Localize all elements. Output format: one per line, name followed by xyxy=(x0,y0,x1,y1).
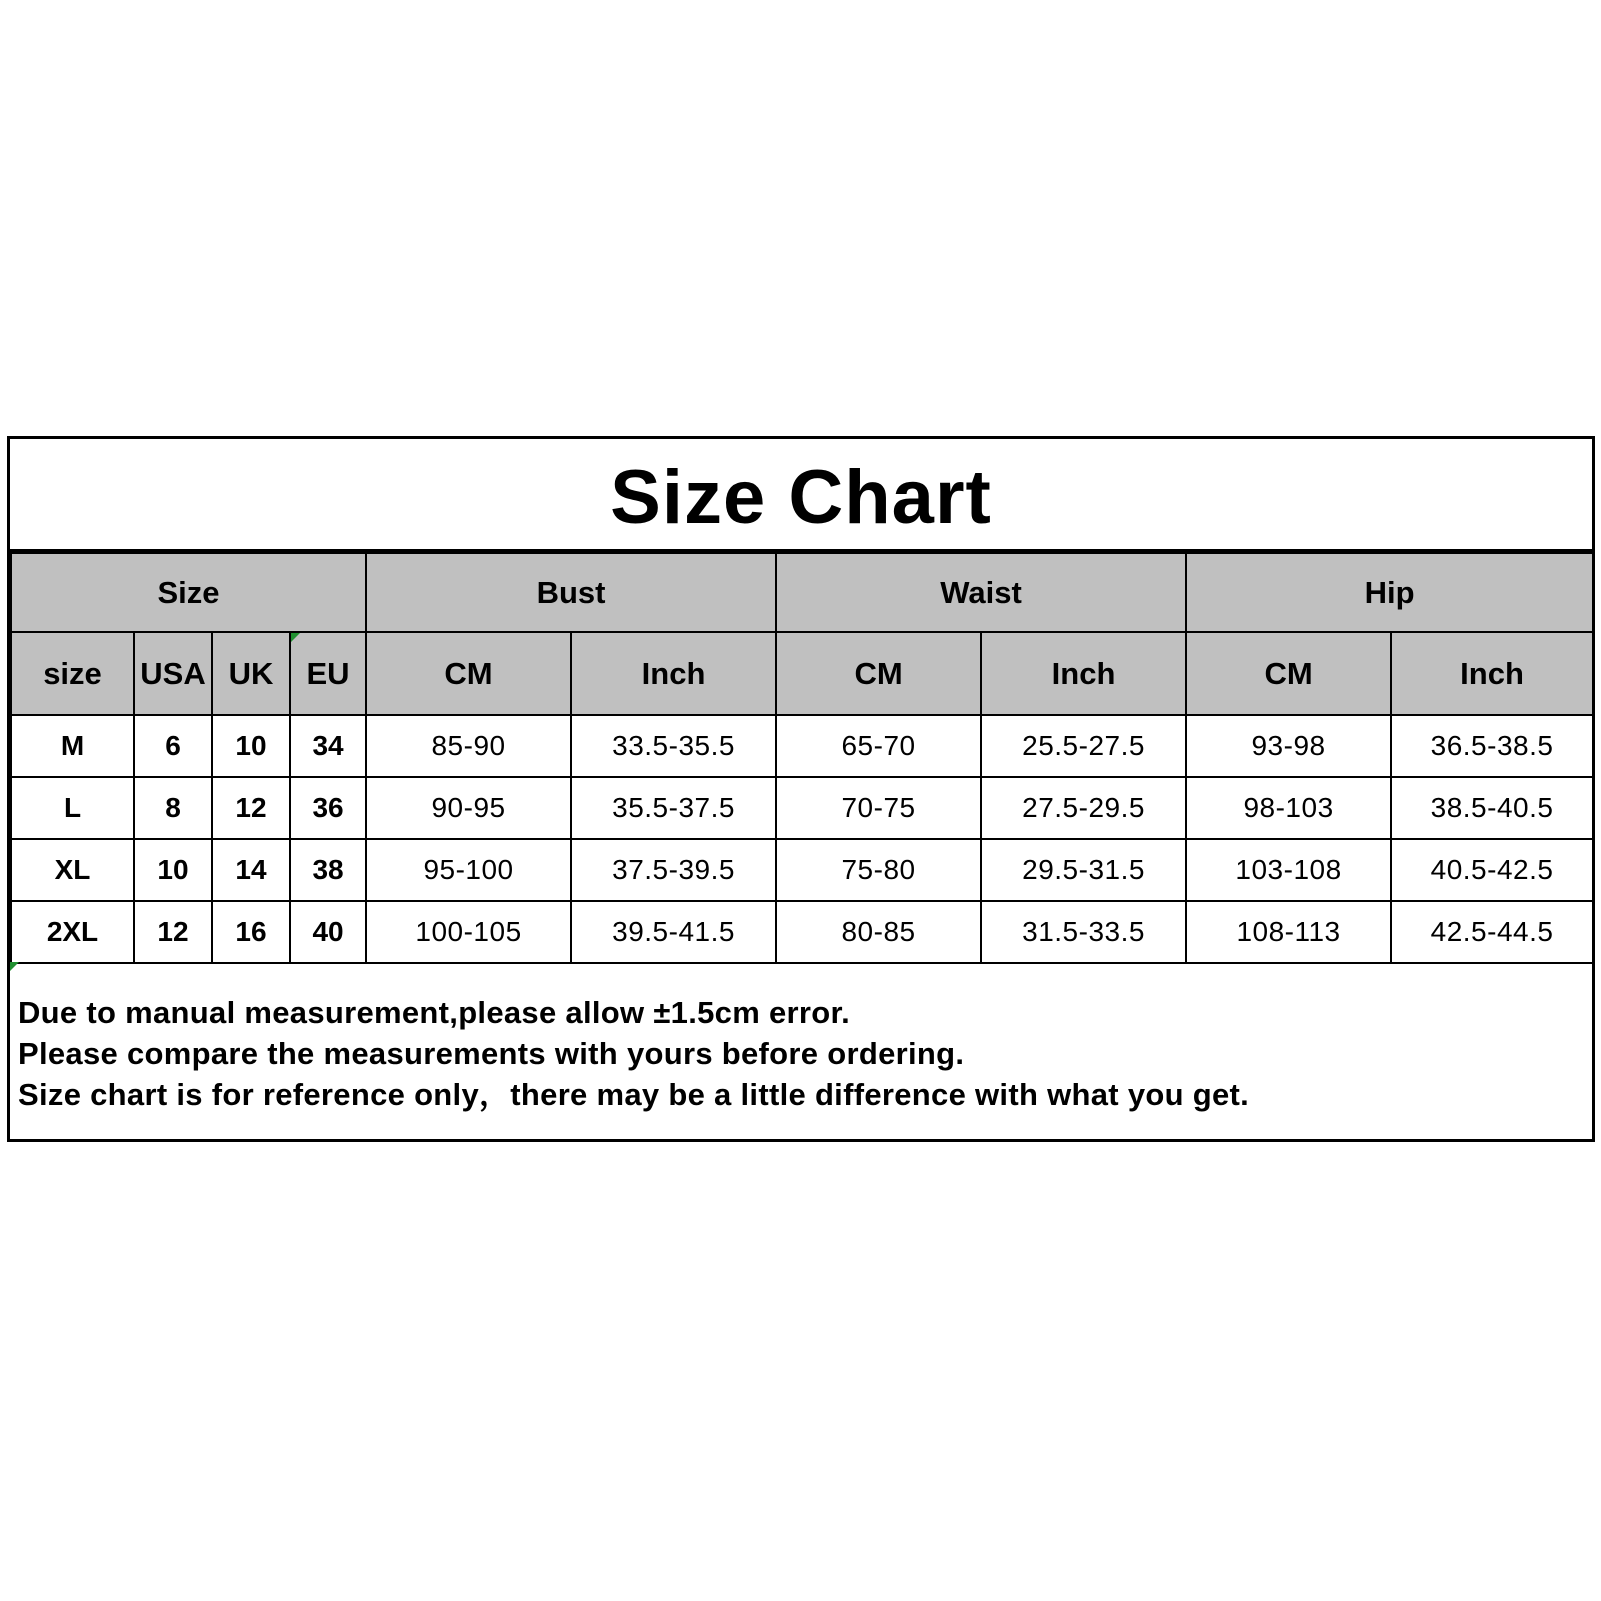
group-header-row xyxy=(11,553,1593,632)
cell-size: L xyxy=(11,777,134,839)
cell-hip-cm: 108-113 xyxy=(1186,901,1391,963)
note-compare-measurements: Please compare the measurements with yours before ordering. xyxy=(18,1036,965,1071)
sub-header-eu: EU xyxy=(290,632,366,715)
sub-header-usa: USA xyxy=(134,632,212,715)
cell-usa: 8 xyxy=(134,777,212,839)
cell-bust-inch: 37.5-39.5 xyxy=(571,839,776,901)
group-header-hip: Hip xyxy=(1186,553,1593,632)
cell-eu: 34 xyxy=(290,715,366,777)
table-row xyxy=(11,715,1593,777)
table-row xyxy=(11,901,1593,963)
cell-bust-inch: 35.5-37.5 xyxy=(571,777,776,839)
cell-usa: 10 xyxy=(134,839,212,901)
sub-header-waist-cm: CM xyxy=(776,632,981,715)
cell-eu: 40 xyxy=(290,901,366,963)
cell-hip-cm: 93-98 xyxy=(1186,715,1391,777)
group-header-bust: Bust xyxy=(366,553,776,632)
cell-usa: 12 xyxy=(134,901,212,963)
cell-waist-inch: 31.5-33.5 xyxy=(981,901,1186,963)
sub-header-hip-cm: CM xyxy=(1186,632,1391,715)
cell-size: M xyxy=(11,715,134,777)
group-header-waist: Waist xyxy=(776,553,1186,632)
cell-waist-inch: 29.5-31.5 xyxy=(981,839,1186,901)
sub-header-bust-cm: CM xyxy=(366,632,571,715)
cell-bust-cm: 85-90 xyxy=(366,715,571,777)
cell-hip-inch: 38.5-40.5 xyxy=(1391,777,1593,839)
cell-usa: 6 xyxy=(134,715,212,777)
table-row xyxy=(11,777,1593,839)
cell-uk: 16 xyxy=(212,901,290,963)
chart-title: Size Chart xyxy=(10,439,1592,552)
sub-header-hip-inch: Inch xyxy=(1391,632,1593,715)
sub-header-size: size xyxy=(11,632,134,715)
cell-eu: 38 xyxy=(290,839,366,901)
sub-header-uk: UK xyxy=(212,632,290,715)
cell-bust-cm: 100-105 xyxy=(366,901,571,963)
sub-header-bust-inch: Inch xyxy=(571,632,776,715)
cell-hip-cm: 103-108 xyxy=(1186,839,1391,901)
cell-waist-inch: 25.5-27.5 xyxy=(981,715,1186,777)
note-measurement-error: Due to manual measurement,please allow ±1.5cm error. xyxy=(18,995,851,1030)
size-chart xyxy=(7,436,1595,1142)
size-table xyxy=(10,552,1594,964)
cell-eu: 36 xyxy=(290,777,366,839)
cell-waist-inch: 27.5-29.5 xyxy=(981,777,1186,839)
table-row xyxy=(11,839,1593,901)
cell-bust-inch: 33.5-35.5 xyxy=(571,715,776,777)
cell-size: XL xyxy=(11,839,134,901)
sub-header-row xyxy=(11,632,1593,715)
cell-bust-inch: 39.5-41.5 xyxy=(571,901,776,963)
cell-hip-inch: 40.5-42.5 xyxy=(1391,839,1593,901)
cell-hip-cm: 98-103 xyxy=(1186,777,1391,839)
cell-bust-cm: 90-95 xyxy=(366,777,571,839)
cell-waist-cm: 65-70 xyxy=(776,715,981,777)
cell-waist-cm: 75-80 xyxy=(776,839,981,901)
cell-uk: 14 xyxy=(212,839,290,901)
cell-uk: 12 xyxy=(212,777,290,839)
group-header-size: Size xyxy=(11,553,366,632)
notes-section xyxy=(10,962,1592,1139)
cell-waist-cm: 70-75 xyxy=(776,777,981,839)
cell-size: 2XL xyxy=(11,901,134,963)
cell-uk: 10 xyxy=(212,715,290,777)
cell-hip-inch: 42.5-44.5 xyxy=(1391,901,1593,963)
sub-header-waist-inch: Inch xyxy=(981,632,1186,715)
cell-bust-cm: 95-100 xyxy=(366,839,571,901)
cell-waist-cm: 80-85 xyxy=(776,901,981,963)
cell-hip-inch: 36.5-38.5 xyxy=(1391,715,1593,777)
cell-marker xyxy=(10,962,19,971)
note-reference-only: Size chart is for reference only，there may be a little difference with what you get. xyxy=(18,1077,1250,1112)
